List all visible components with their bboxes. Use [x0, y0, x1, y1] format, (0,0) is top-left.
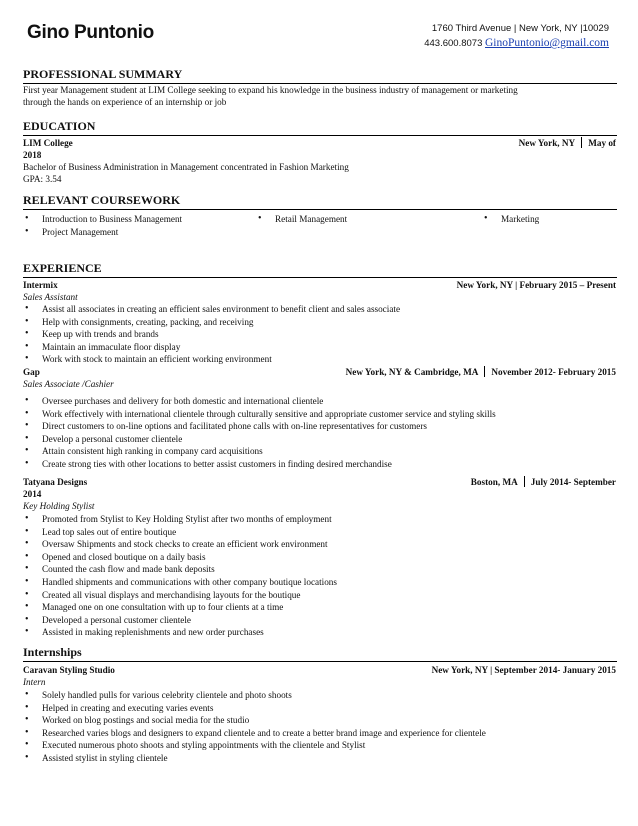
- job-location-date: [346, 366, 616, 378]
- separator: [581, 137, 582, 148]
- section-heading-summary: PROFESSIONAL SUMMARY: [23, 67, 617, 84]
- list-item: • Developed a personal customer clientele: [23, 614, 623, 627]
- list-item: • Create strong ties with other locations to better assist customers in finding desired merchandise: [23, 458, 623, 471]
- job-bullets: [23, 513, 623, 639]
- separator: [524, 476, 525, 487]
- job-bullets: [23, 395, 623, 471]
- internship-bullets: [23, 689, 623, 765]
- list-item: • Keep up with trends and brands: [23, 328, 623, 341]
- section-heading-experience: EXPERIENCE: [23, 261, 617, 278]
- list-item: • Attain consistent high ranking in company card acquisitions: [23, 445, 623, 458]
- internship-title: Intern: [23, 677, 46, 687]
- list-item: • Marketing: [482, 213, 602, 226]
- gpa: GPA: 3.54: [23, 174, 62, 184]
- list-item: • Assisted in making replenishments and new order purchases: [23, 626, 623, 639]
- coursework-col-1: [23, 213, 223, 238]
- list-item: • Created all visual displays and merchandising layouts for the boutique: [23, 589, 623, 602]
- coursework-col-3: [482, 213, 602, 226]
- list-item: • Handled shipments and communications with other company boutique locations: [23, 576, 623, 589]
- job-date: July 2014- September: [530, 477, 616, 487]
- list-item: • Promoted from Stylist to Key Holding Stylist after two months of employment: [23, 513, 623, 526]
- list-item: • Introduction to Business Management: [23, 213, 223, 226]
- list-item: • Helped in creating and executing varies events: [23, 702, 623, 715]
- phone-email-line: [424, 36, 609, 51]
- job-title: Key Holding Stylist: [23, 501, 95, 511]
- list-item: • Assisted stylist in styling clientele: [23, 752, 623, 765]
- list-item: • Oversee purchases and delivery for both domestic and international clientele: [23, 395, 623, 408]
- contact-block: [424, 21, 609, 51]
- company-name: Tatyana Designs: [23, 477, 88, 487]
- list-item: • Work effectively with international clientele through culturally sensitive and appropriate customer service and styling skills: [23, 408, 623, 421]
- list-item: • Lead top sales out of entire boutique: [23, 526, 623, 539]
- list-item: • Direct customers to on-line options and facilitated phone calls with on-line representatives for customers: [23, 420, 623, 433]
- education-location-date: [519, 137, 616, 149]
- job-location-date: [471, 476, 616, 488]
- job-location-date: New York, NY | February 2015 – Present: [456, 280, 616, 290]
- job-year: 2014: [23, 489, 42, 499]
- company-name: Intermix: [23, 280, 58, 290]
- job-tatyana: [23, 476, 616, 488]
- coursework-col-2: [256, 213, 406, 226]
- list-item: • Work with stock to maintain an efficient working environment: [23, 353, 623, 366]
- job-location: New York, NY & Cambridge, MA: [345, 367, 479, 377]
- email-link[interactable]: GinoPuntonio@gmail.com: [485, 37, 609, 49]
- list-item: • Worked on blog postings and social media for the studio: [23, 714, 623, 727]
- education-location: New York, NY: [518, 138, 576, 148]
- list-item: • Executed numerous photo shoots and styling appointments with the clientele and Stylist: [23, 739, 623, 752]
- list-item: • Researched varies blogs and designers to expand clientele and to create a better brand image and experience for clientele: [23, 727, 623, 740]
- list-item: • Retail Management: [256, 213, 406, 226]
- section-heading-internships: Internships: [23, 645, 617, 662]
- list-item: • Assist all associates in creating an efficient sales environment to benefit client and sales associate: [23, 303, 623, 316]
- list-item: • Managed one on one consultation with up to four clients at a time: [23, 601, 623, 614]
- section-heading-coursework: RELEVANT COURSEWORK: [23, 193, 617, 210]
- summary-text: [23, 84, 623, 109]
- company-name: Gap: [23, 367, 40, 377]
- job-bullets: [23, 303, 623, 366]
- section-heading-education: EDUCATION: [23, 119, 617, 136]
- list-item: • Solely handled pulls for various celebrity clientele and photo shoots: [23, 689, 623, 702]
- job-intermix: [23, 279, 616, 291]
- job-gap: [23, 366, 616, 378]
- address: 1760 Third Avenue | New York, NY |10029: [431, 23, 609, 34]
- school-name: LIM College: [23, 138, 73, 148]
- list-item: • Help with consignments, creating, packing, and receiving: [23, 316, 623, 329]
- job-title: Sales Associate /Cashier: [23, 379, 114, 389]
- education-row: [23, 137, 616, 149]
- education-date-a: May of: [588, 138, 616, 148]
- internship-caravan: [23, 664, 616, 676]
- summary-line-1: First year Management student at LIM College seeking to expand his knowledge in the business industry of management or marketing: [23, 85, 518, 95]
- list-item: • Counted the cash flow and made bank deposits: [23, 563, 623, 576]
- summary-line-2: through the hands on experience of an internship or job: [23, 97, 227, 108]
- job-date: November 2012- February 2015: [491, 367, 616, 377]
- list-item: • Oversaw Shipments and stock checks to create an efficient work environment: [23, 538, 623, 551]
- list-item: • Maintain an immaculate floor display: [23, 341, 623, 354]
- separator: [484, 366, 485, 377]
- list-item: • Opened and closed boutique on a daily basis: [23, 551, 623, 564]
- list-item: • Develop a personal customer clientele: [23, 433, 623, 446]
- phone: 443.600.8073: [424, 38, 483, 49]
- degree: Bachelor of Business Administration in Management concentrated in Fashion Marketing: [23, 162, 349, 172]
- education-date-b: 2018: [23, 150, 42, 160]
- job-location: Boston, MA: [470, 477, 518, 487]
- internship-location-date: New York, NY | September 2014- January 2015: [431, 665, 616, 675]
- company-name: Caravan Styling Studio: [23, 665, 115, 675]
- candidate-name: Gino Puntonio: [27, 22, 154, 43]
- job-title: Sales Assistant: [23, 292, 78, 302]
- list-item: • Project Management: [23, 226, 223, 239]
